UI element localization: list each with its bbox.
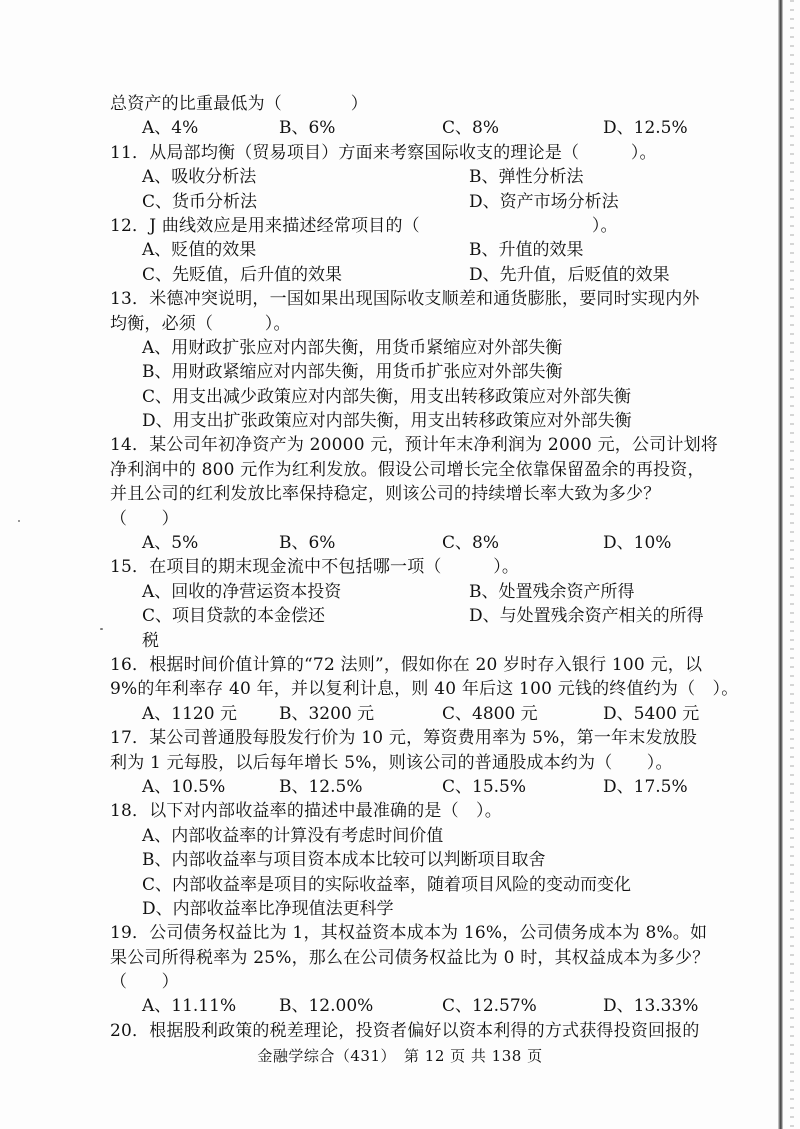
answer-option: D、13.33% (603, 996, 699, 1017)
option-line: B、内部收益率与项目资本成本比较可以判断项目取舍 (142, 850, 546, 871)
answer-options-row (110, 190, 735, 214)
question-text-line: 并且公司的红利发放比率保持稳定，则该公司的持续增长率大致为多少？ (110, 484, 661, 505)
exam-question-list (110, 92, 739, 1043)
answer-option: D、与处置残余资产相关的所得 (469, 606, 704, 627)
answer-option: A、4% (142, 118, 199, 139)
answer-option: A、5% (142, 533, 199, 554)
question-text-line: 9%的年利率存 40 年，并以复利计息，则 40 年后这 100 元钱的终值约为（ ）。 (110, 679, 739, 700)
page-footer: 金融学综合（431） 第 12 页 共 138 页 (257, 1047, 543, 1065)
answer-option: A、吸收分析法 (142, 167, 257, 188)
answer-options-row (110, 702, 735, 726)
scan-edge-dots (790, 0, 794, 1129)
answer-option: C、8% (442, 118, 499, 139)
answer-options-row (110, 604, 735, 628)
answer-option: B、12.5% (279, 776, 363, 797)
answer-option: B、12.00% (279, 996, 374, 1017)
question-text-line: 果公司所得税率为 25%，那么在公司债务权益比为 0 时，其权益成本为多少？ (110, 947, 710, 968)
answer-option: D、先升值，后贬值的效果 (469, 264, 670, 285)
answer-option: C、先贬值，后升值的效果 (142, 264, 343, 285)
question-text-line: 18．以下对内部收益率的描述中最准确的是（ ）。 (110, 801, 502, 822)
question-text-line: 14．某公司年初净资产为 20000 元，预计年末净利润为 2000 元，公司计划将 (110, 435, 718, 456)
answer-option: A、1120 元 (142, 703, 237, 724)
answer-options-row (110, 775, 735, 799)
option-line: A、用财政扩张应对内部失衡，用货币紧缩应对外部失衡 (142, 337, 563, 358)
question-text-line: 利为 1 元每股，以后每年增长 5%，则该公司的普通股成本约为（ ）。 (110, 752, 673, 773)
answer-option: C、4800 元 (442, 703, 538, 724)
answer-option: B、处置残余资产所得 (469, 581, 635, 602)
answer-option: C、12.57% (442, 996, 537, 1017)
answer-option: A、11.11% (142, 996, 237, 1017)
option-line: C、内部收益率是项目的实际收益率，随着项目风险的变动而变化 (142, 874, 632, 895)
question-text-line: 20．根据股利政策的税差理论，投资者偏好以资本利得的方式获得投资回报的 (110, 1020, 700, 1041)
question-text-line: 19．公司债务权益比为 1，其权益资本成本为 16%，公司债务成本为 8%。如 (110, 923, 708, 944)
scan-speck (18, 520, 20, 522)
question-text-line: 12．J 曲线效应是用来描述经常项目的（ ）。 (110, 215, 618, 236)
option-line: 税 (142, 630, 159, 651)
question-text-line: 总资产的比重最低为（ ） (110, 94, 368, 114)
answer-options-row (110, 531, 735, 555)
answer-option: D、12.5% (603, 118, 688, 139)
question-text-line: 15．在项目的期末现金流中不包括哪一项（ ）。 (110, 557, 520, 578)
answer-options-row (110, 165, 735, 189)
answer-option: B、弹性分析法 (469, 167, 584, 188)
question-text-line: 均衡，必须（ ）。 (110, 313, 291, 334)
answer-option: C、项目贷款的本金偿还 (142, 606, 326, 627)
option-line: C、用支出减少政策应对内部失衡，用支出转移政策应对外部失衡 (142, 386, 632, 407)
question-text-line: 11．从局部均衡（贸易项目）方面来考察国际收支的理论是（ ）。 (110, 142, 657, 163)
answer-option: C、8% (442, 533, 499, 554)
answer-options-row (110, 238, 735, 262)
answer-option: D、17.5% (603, 776, 688, 797)
option-line: B、用财政紧缩应对内部失衡，用货币扩张应对外部失衡 (142, 362, 563, 383)
question-text-line: 17．某公司普通股每股发行价为 10 元，筹资费用率为 5%，第一年末发放股 (110, 728, 698, 749)
answer-option: D、资产市场分析法 (469, 191, 619, 212)
question-text-line: （ ） (110, 508, 179, 529)
answer-options-row (110, 263, 735, 287)
option-line: D、用支出扩张政策应对内部失衡，用支出转移政策应对外部失衡 (142, 411, 632, 432)
answer-option: C、15.5% (442, 776, 527, 797)
answer-option: B、升值的效果 (469, 240, 584, 261)
answer-option: D、10% (603, 533, 672, 554)
scan-edge-shadow (778, 0, 783, 1129)
option-line: A、内部收益率的计算没有考虑时间价值 (142, 825, 444, 846)
option-line: D、内部收益率比净现值法更科学 (142, 898, 394, 919)
answer-option: B、6% (279, 118, 336, 139)
answer-option: C、货币分析法 (142, 191, 258, 212)
answer-option: B、3200 元 (279, 703, 375, 724)
question-text-line: 净利润中的 800 元作为红利发放。假设公司增长完全依靠保留盈余的再投资， (110, 459, 705, 480)
answer-option: B、6% (279, 533, 336, 554)
answer-options-row (110, 994, 735, 1018)
question-text-line: 13．米德冲突说明，一国如果出现国际收支顺差和通货膨胀，要同时实现内外 (110, 289, 700, 310)
answer-options-row (110, 580, 735, 604)
question-text-line: （ ） (110, 972, 179, 993)
answer-option: A、10.5% (142, 776, 226, 797)
answer-option: A、贬值的效果 (142, 240, 257, 261)
answer-option: A、回收的净营运资本投资 (142, 581, 342, 602)
question-text-line: 16．根据时间价值计算的“72 法则”，假如你在 20 岁时存入银行 100 元，以 (110, 654, 703, 675)
answer-option: D、5400 元 (603, 703, 700, 724)
scan-speck (100, 628, 103, 630)
answer-options-row (110, 116, 735, 140)
